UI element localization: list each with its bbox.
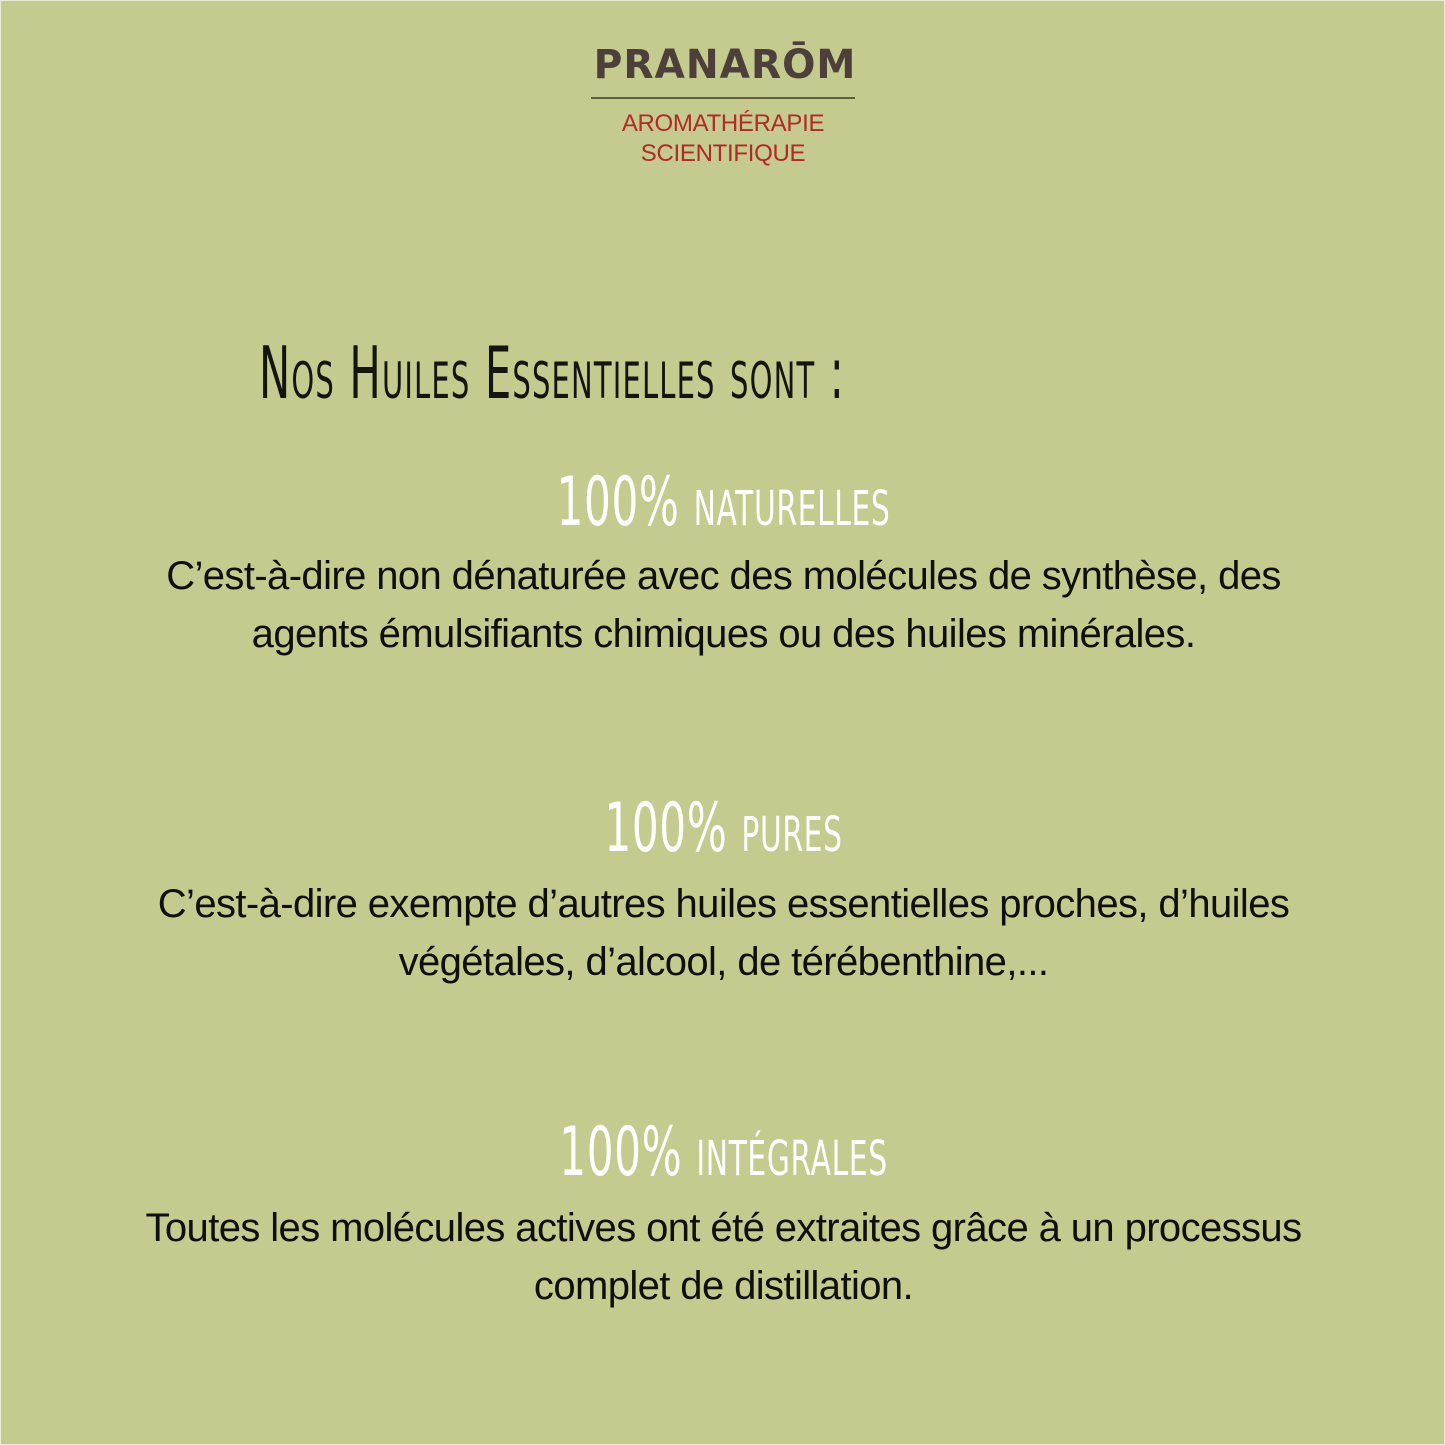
- description-line: C’est-à-dire exempte d’autres huiles essentielles proches, d’huiles: [157, 882, 1290, 926]
- logo-brand-name: PRANARŌM: [593, 42, 857, 88]
- section-title: 100% pures: [604, 789, 843, 868]
- logo-tagline-line-1: AROMATHÉRAPIE: [621, 110, 825, 137]
- page-heading: Nos Huiles Essentielles sont :: [259, 331, 846, 416]
- description-line: Toutes les molécules actives ont été extraites grâce à un processus: [145, 1206, 1302, 1250]
- section-description: [1, 547, 1445, 663]
- description-line: végétales, d’alcool, de térébenthine,...: [398, 940, 1049, 984]
- section-title: 100% intégrales: [559, 1113, 888, 1192]
- section-description: [1, 1199, 1445, 1315]
- section-integrales: [1, 1111, 1445, 1315]
- logo-tagline-line-2: SCIENTIFIQUE: [640, 140, 806, 167]
- section-naturelles: [1, 461, 1445, 663]
- description-line: agents émulsifiants chimiques ou des huiles minérales.: [251, 612, 1196, 656]
- description-line: C’est-à-dire non dénaturée avec des molécules de synthèse, des: [166, 554, 1281, 598]
- section-description: [1, 875, 1445, 991]
- section-pures: [1, 787, 1445, 991]
- logo-divider: [591, 97, 855, 99]
- section-title: 100% naturelles: [556, 463, 891, 542]
- description-line: complet de distillation.: [533, 1264, 914, 1308]
- pranarom-logo: [591, 39, 855, 169]
